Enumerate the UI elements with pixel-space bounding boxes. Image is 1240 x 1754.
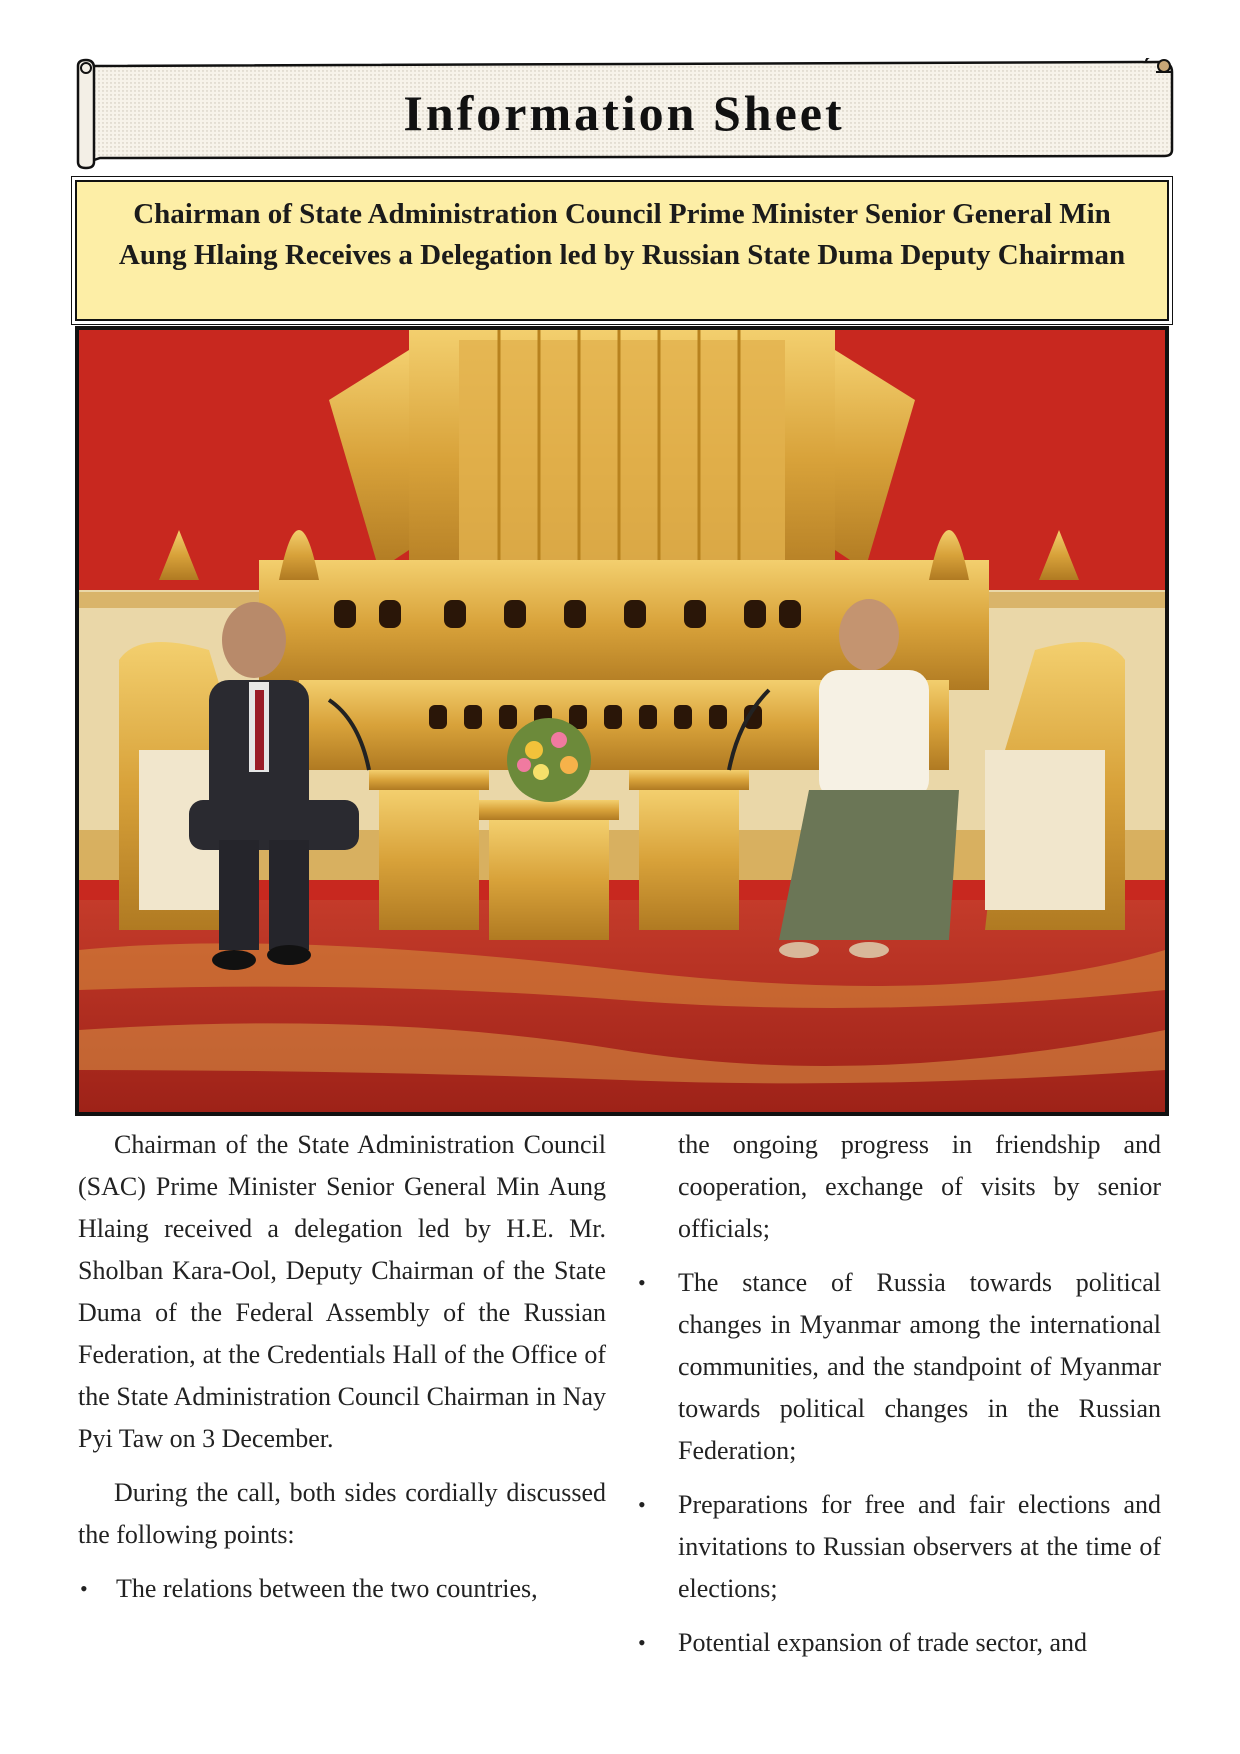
body-column-left <box>78 1124 606 1622</box>
meeting-photo-icon <box>79 330 1165 1112</box>
discussion-points-list-cont <box>678 1262 1161 1664</box>
bullet-1-continued: the ongoing progress in friendship and cooperation, exchange of visits by senior officials; <box>678 1130 1161 1243</box>
bullet-1-start: The relations between the two countries, <box>116 1574 538 1603</box>
body-paragraph-2: During the call, both sides cordially discussed the following points: <box>78 1478 606 1549</box>
meeting-photo <box>75 326 1169 1116</box>
headline-text: Chairman of State Administration Council Prime Minister Senior General Min Aung Hlaing Receives a Delegation led by Russian State Duma Deputy Chairman <box>118 198 1126 271</box>
title-banner <box>74 58 1174 170</box>
list-item: • Potential expansion of trade sector, and <box>678 1622 1161 1664</box>
body-paragraph-1: Chairman of the State Administration Council (SAC) Prime Minister Senior General Min Aung Hlaing received a delegation led by H.E. Mr. Sholban Kara-Ool, Deputy Chairman of the State Duma of the Federal Assembly of the Russian Federation, at the Credentials Hall of the Office of the State Administration Council Chairman in Nay Pyi Taw on 3 December. <box>78 1130 606 1453</box>
list-item: • Preparations for free and fair elections and invitations to Russian observers at the time of elections; <box>678 1484 1161 1610</box>
page-title: Information Sheet <box>403 85 845 141</box>
body-column-right <box>678 1124 1161 1676</box>
discussion-points-list <box>78 1568 606 1610</box>
headline-box <box>75 180 1169 321</box>
list-item: • The stance of Russia towards political changes in Myanmar among the international communities, and the standpoint of Myanmar towards political changes in the Russian Federation; <box>678 1262 1161 1472</box>
list-item <box>78 1568 606 1610</box>
